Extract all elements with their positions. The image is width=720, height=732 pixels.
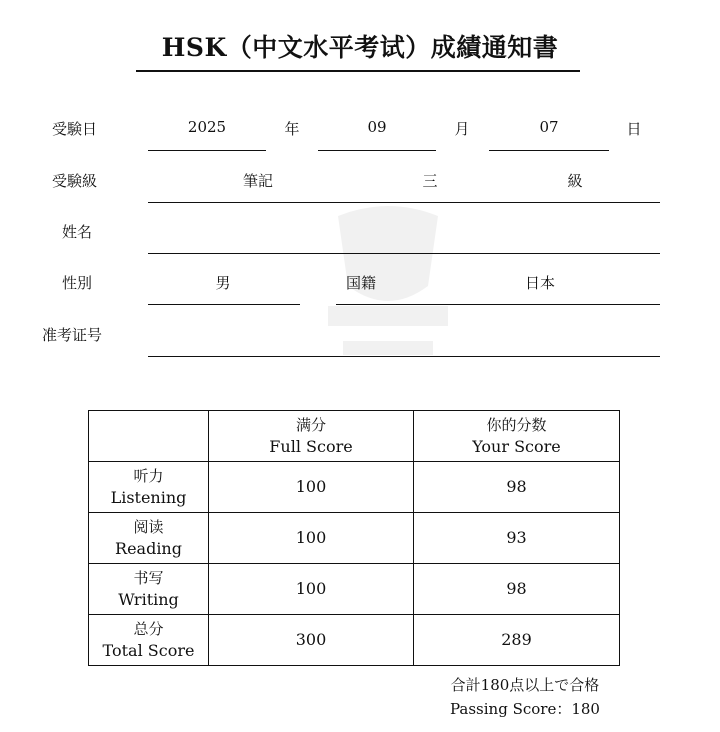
nationality-value: 日本 <box>524 274 555 292</box>
level-label: 受験級 <box>52 172 98 190</box>
pass-rule-note: 合計180点以上で合格 <box>450 676 600 694</box>
header-full-score-en: Full Score <box>269 437 353 456</box>
ticket-underline <box>148 356 660 357</box>
table-header-full-score <box>209 411 414 462</box>
row-label-writing <box>89 564 209 615</box>
level-underline <box>148 202 660 203</box>
table-row-reading <box>89 513 620 564</box>
name-underline <box>148 253 660 254</box>
writing-en: Writing <box>118 590 179 609</box>
score-table <box>88 410 620 666</box>
table-row-listening <box>89 462 620 513</box>
nationality-label: 国籍 <box>345 274 376 292</box>
page-title: HSK（中文水平考试）成績通知書 <box>161 33 559 62</box>
gender-underline <box>148 304 300 305</box>
listening-zh: 听力 <box>133 467 164 485</box>
level-value: 三 <box>422 172 438 190</box>
month-unit: 月 <box>454 120 470 138</box>
ticket-label: 准考证号 <box>42 326 103 344</box>
listening-full-score: 100 <box>209 462 414 513</box>
total-zh: 总分 <box>133 620 164 638</box>
gender-label: 性別 <box>62 274 93 292</box>
writing-full-score: 100 <box>209 564 414 615</box>
listening-en: Listening <box>110 488 187 507</box>
reading-zh: 阅读 <box>133 518 164 536</box>
name-label: 姓名 <box>62 223 93 241</box>
exam-day-underline <box>489 150 609 151</box>
level-unit: 級 <box>567 172 583 190</box>
header-your-score-zh: 你的分数 <box>486 416 547 434</box>
gender-value: 男 <box>215 274 231 292</box>
header-full-score-zh: 满分 <box>295 416 326 434</box>
writing-your-score: 98 <box>414 564 620 615</box>
row-label-total <box>89 615 209 666</box>
passing-score-note: Passing Score：180 <box>450 700 600 718</box>
table-header-blank <box>89 411 209 462</box>
header-your-score-en: Your Score <box>472 437 561 456</box>
table-header-your-score <box>414 411 620 462</box>
row-label-listening <box>89 462 209 513</box>
year-unit: 年 <box>284 120 300 138</box>
reading-full-score: 100 <box>209 513 414 564</box>
table-row-writing <box>89 564 620 615</box>
reading-en: Reading <box>115 539 182 558</box>
level-type-value: 筆記 <box>242 172 273 190</box>
exam-date-label: 受験日 <box>52 120 98 138</box>
table-header-row <box>89 411 620 462</box>
total-your-score: 289 <box>414 615 620 666</box>
row-label-reading <box>89 513 209 564</box>
total-en: Total Score <box>102 641 195 660</box>
table-row-total <box>89 615 620 666</box>
exam-month-value: 09 <box>367 118 387 136</box>
title-underline <box>136 70 580 72</box>
listening-your-score: 98 <box>414 462 620 513</box>
nationality-underline <box>336 304 660 305</box>
writing-zh: 书写 <box>133 569 164 587</box>
exam-year-underline <box>148 150 266 151</box>
exam-month-underline <box>318 150 436 151</box>
reading-your-score: 93 <box>414 513 620 564</box>
total-full-score: 300 <box>209 615 414 666</box>
exam-day-value: 07 <box>539 118 559 136</box>
exam-year-value: 2025 <box>187 118 227 136</box>
day-unit: 日 <box>626 120 642 138</box>
